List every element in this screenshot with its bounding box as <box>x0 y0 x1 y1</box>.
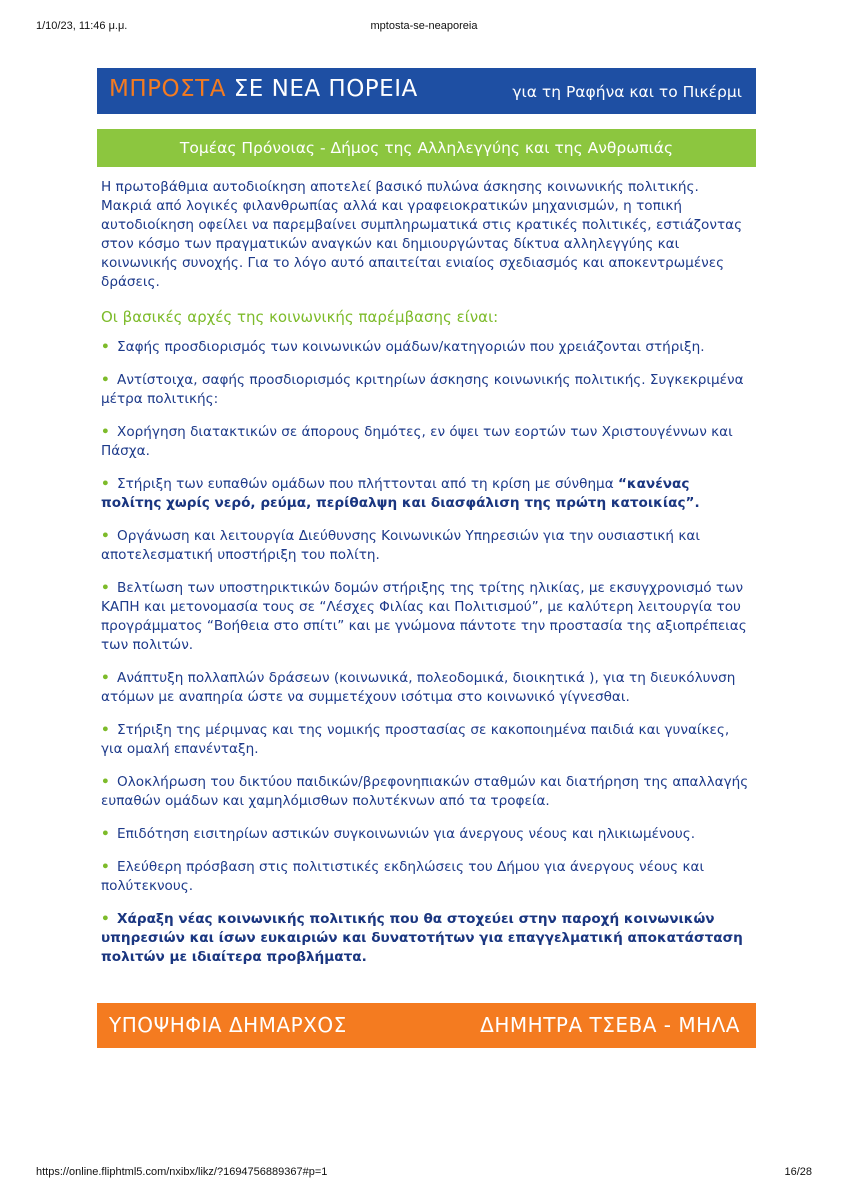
list-item <box>101 858 753 896</box>
print-footer <box>36 1166 812 1182</box>
bullet-text: Ελεύθερη πρόσβαση στις πολιτιστικές εκδηλώσεις του Δήμου για άνεργους νέους και πολύτεκνους. <box>101 859 705 894</box>
banner-subtitle: για τη Ραφήνα και το Πικέρμι <box>512 83 742 101</box>
bullet-text: Αντίστοιχα, σαφής προσδιορισμός κριτηρίων άσκησης κοινωνικής πολιτικής. Συγκεκριμένα μέτρα πολιτικής: <box>101 372 744 407</box>
list-item <box>101 423 753 461</box>
bullet-text: Οργάνωση και λειτουργία Διεύθυνσης Κοινωνικών Υπηρεσιών για την ουσιαστική και αποτελεσματική υποστήριξη του πολίτη. <box>101 528 700 563</box>
list-item <box>101 773 753 811</box>
candidate-name: ΔΗΜΗΤΡΑ ΤΣΕΒΑ - ΜΗΛΑ <box>480 1013 740 1037</box>
bullet-bold-text: “κανένας πολίτης χωρίς νερό, ρεύμα, περίθαλψη και διασφάλιση της πρώτη κατοικίας”. <box>101 476 700 511</box>
banner-title <box>109 76 418 102</box>
bullet-marker: • <box>101 424 110 440</box>
bullet-marker: • <box>101 774 110 790</box>
list-item <box>101 825 753 844</box>
list-item <box>101 338 753 357</box>
list-item <box>101 669 753 707</box>
bullet-marker: • <box>101 826 110 842</box>
banner-title-rest: ΣΕ ΝΕΑ ΠΟΡΕΙΑ <box>225 76 418 102</box>
bullet-text: Βελτίωση των υποστηρικτικών δομών στήριξης της τρίτης ηλικίας, με εκσυγχρονισμό των ΚΑΠΗ και μετονομασία τους σε “Λέσχες Φιλίας και Πολιτισμού”, με καλύτερη λειτουργία του προγράμματος “Βοήθεια στο σπίτι” και με γνώμονα πάντοτε την προστασία της αξιοπρέπειας των πολιτών. <box>101 580 747 653</box>
bullet-marker: • <box>101 911 110 927</box>
bullet-text: Επιδότηση εισιτηρίων αστικών συγκοινωνιών για άνεργους νέους και ηλικιωμένους. <box>117 826 696 842</box>
bullet-marker: • <box>101 476 110 492</box>
bullet-text: Στήριξη της μέριμνας και της νομικής προστασίας σε κακοποιημένα παιδιά και γυναίκες, για ομαλή επανένταξη. <box>101 722 730 757</box>
list-item <box>101 579 753 655</box>
intro-paragraph: Η πρωτοβάθμια αυτοδιοίκηση αποτελεί βασικό πυλώνα άσκησης κοινωνικής πολιτικής. Μακριά από λογικές φιλανθρωπίας αλλά και γραφειοκρατικών μηχανισμών, η τοπική αυτοδιοίκηση οφείλει να παρεμβαίνει συμπληρωματικά στις κρατικές πολιτικές, εστιάζοντας στον κόσμο των πραγματικών αναγκών και δημιουργώντας δίκτυα αλληλεγγύης και κοινωνικής συνοχής. Για το λόγο αυτό απαιτείται ενιαίος σχεδιασμός και αποκεντρωμένες δράσεις. <box>101 179 743 290</box>
print-doc-title: mptosta-se-neaporeia <box>370 20 478 32</box>
campaign-banner <box>97 68 756 114</box>
list-item <box>101 721 753 759</box>
principles-list <box>101 338 753 967</box>
bullet-marker: • <box>101 580 110 596</box>
document-body <box>101 178 753 981</box>
bullet-marker: • <box>101 528 110 544</box>
bullet-text: Ανάπτυξη πολλαπλών δράσεων (κοινωνικά, πολεοδομικά, διοικητικά ), για τη διευκόλυνση ατόμων με αναπηρία ώστε να συμμετέχουν ισότιμα στο κοινωνικό γίγνεσθαι. <box>101 670 736 705</box>
candidate-banner <box>97 1003 756 1048</box>
bullet-marker: • <box>101 859 110 875</box>
candidate-role: ΥΠΟΨΗΦΙΑ ΔΗΜΑΡΧΟΣ <box>109 1013 347 1037</box>
list-item <box>101 371 753 409</box>
bullet-text: Σαφής προσδιορισμός των κοινωνικών ομάδων/κατηγοριών που χρειάζονται στήριξη. <box>117 339 705 355</box>
bullet-marker: • <box>101 372 110 388</box>
section-title: Τομέας Πρόνοιας - Δήμος της Αλληλεγγύης και της Ανθρωπιάς <box>97 129 756 167</box>
bullet-marker: • <box>101 339 110 355</box>
print-page-number: 16/28 <box>784 1166 812 1178</box>
bullet-marker: • <box>101 722 110 738</box>
print-url: https://online.fliphtml5.com/nxibx/likz/?1694756889367#p=1 <box>36 1166 328 1178</box>
bullet-text: Ολοκλήρωση του δικτύου παιδικών/βρεφονηπιακών σταθμών και διατήρηση της απαλλαγής ευπαθών ομάδων και χαμηλόμισθων πολυτέκνων από τα τροφεία. <box>101 774 749 809</box>
print-datetime: 1/10/23, 11:46 μ.μ. <box>36 20 128 32</box>
print-header <box>36 20 812 36</box>
principles-heading: Οι βασικές αρχές της κοινωνικής παρέμβασης είναι: <box>101 308 499 326</box>
bullet-text: Χορήγηση διατακτικών σε άπορους δημότες, εν όψει των εορτών των Χριστουγέννων και Πάσχα. <box>101 424 733 459</box>
list-item <box>101 475 753 513</box>
bullet-bold-text: Χάραξη νέας κοινωνικής πολιτικής που θα στοχεύει στην παροχή κοινωνικών υπηρεσιών και ίσων ευκαιριών και δυνατοτήτων για επαγγελματική αποκατάσταση πολιτών με ιδιαίτερα προβλήματα. <box>101 911 743 965</box>
banner-title-highlight: ΜΠΡΟΣΤΑ <box>109 76 226 102</box>
bullet-marker: • <box>101 670 110 686</box>
list-item <box>101 910 753 967</box>
bullet-text: Στήριξη των ευπαθών ομάδων που πλήττονται από τη κρίση με σύνθημα <box>117 476 618 492</box>
list-item <box>101 527 753 565</box>
